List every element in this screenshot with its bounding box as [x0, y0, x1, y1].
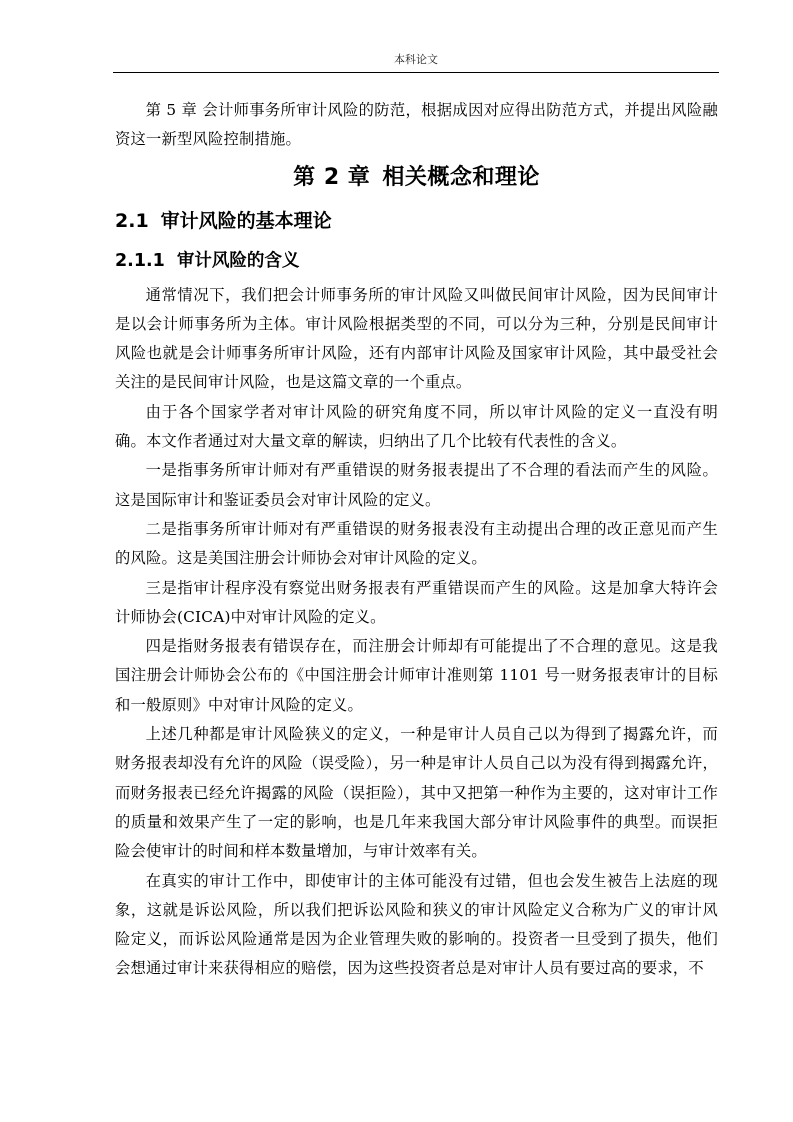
body-paragraph: 通常情况下，我们把会计师事务所的审计风险又叫做民间审计风险，因为民间审计是以会计师事务所为主体。审计风险根据类型的不同，可以分为三种，分别是民间审计风险也就是会计师事务所审计风险，还有内部审计风险及国家审计风险，其中最受社会关注的是民间审计风险，也是这篇文章的一个重点。 [115, 285, 718, 392]
body-paragraph: 一是指事务所审计师对有严重错误的财务报表提出了不合理的看法而产生的风险。这是国际审计和鉴证委员会对审计风险的定义。 [115, 461, 718, 509]
chapter-heading [115, 155, 718, 201]
body-paragraph: 三是指审计程序没有察觉出财务报表有严重错误而产生的风险。这是加拿大特许会计师协会(CICA)中对审计风险的定义。 [115, 578, 718, 626]
section-title: 审计风险的基本理论 [160, 209, 332, 232]
body-paragraph: 在真实的审计工作中，即使审计的主体可能没有过错，但也会发生被告上法庭的现象，这就是诉讼风险，所以我们把诉讼风险和狭义的审计风险定义合称为广义的审计风险定义，而诉讼风险通常是因为企业管理失败的影响的。投资者一旦受到了损失，他们会想通过审计来获得相应的赔偿，因为这些投资者总是对审计人员有要过高的要求，不 [115, 871, 718, 978]
running-header: 本科论文 [394, 53, 438, 66]
subsection-heading [115, 241, 718, 281]
section-heading [115, 201, 718, 241]
subsection-title: 审计风险的含义 [176, 250, 300, 271]
chapter-title: 相关概念和理论 [382, 164, 540, 190]
section-number: 2.1 [115, 209, 149, 232]
intro-paragraph: 第 5 章 会计师事务所审计风险的防范，根据成因对应得出防范方式，并提出风险融资这一新型风险控制措施。 [115, 101, 718, 149]
body-paragraph: 二是指事务所审计师对有严重错误的财务报表没有主动提出合理的改正意见而产生的风险。这是美国注册会计师协会对审计风险的定义。 [115, 519, 718, 568]
page-content [115, 96, 718, 984]
body-paragraph: 由于各个国家学者对审计风险的研究角度不同，所以审计风险的定义一直没有明确。本文作者通过对大量文章的解读，归纳出了几个比较有代表性的含义。 [115, 402, 718, 451]
header-rule [113, 72, 719, 73]
body-paragraph: 上述几种都是审计风险狭义的定义，一种是审计人员自己以为得到了揭露允许，而财务报表却没有允许的风险（误受险），另一种是审计人员自己以为没有得到揭露允许，而财务报表已经允许揭露的风险（误拒险），其中又把第一种作为主要的，这对审计工作的质量和效果产生了一定的影响，也是几年来我国大部分审计风险事件的典型。而误拒险会使审计的时间和样本数量增加，与审计效率有关。 [115, 725, 718, 861]
chapter-number: 第 2 章 [293, 164, 371, 190]
subsection-number: 2.1.1 [115, 250, 165, 271]
body-paragraph: 四是指财务报表有错误存在，而注册会计师却有可能提出了不合理的意见。这是我国注册会计师协会公布的《中国注册会计师审计准则第 1101 号一财务报表审计的目标和一般原则》中对审计风险的定义。 [115, 637, 718, 714]
